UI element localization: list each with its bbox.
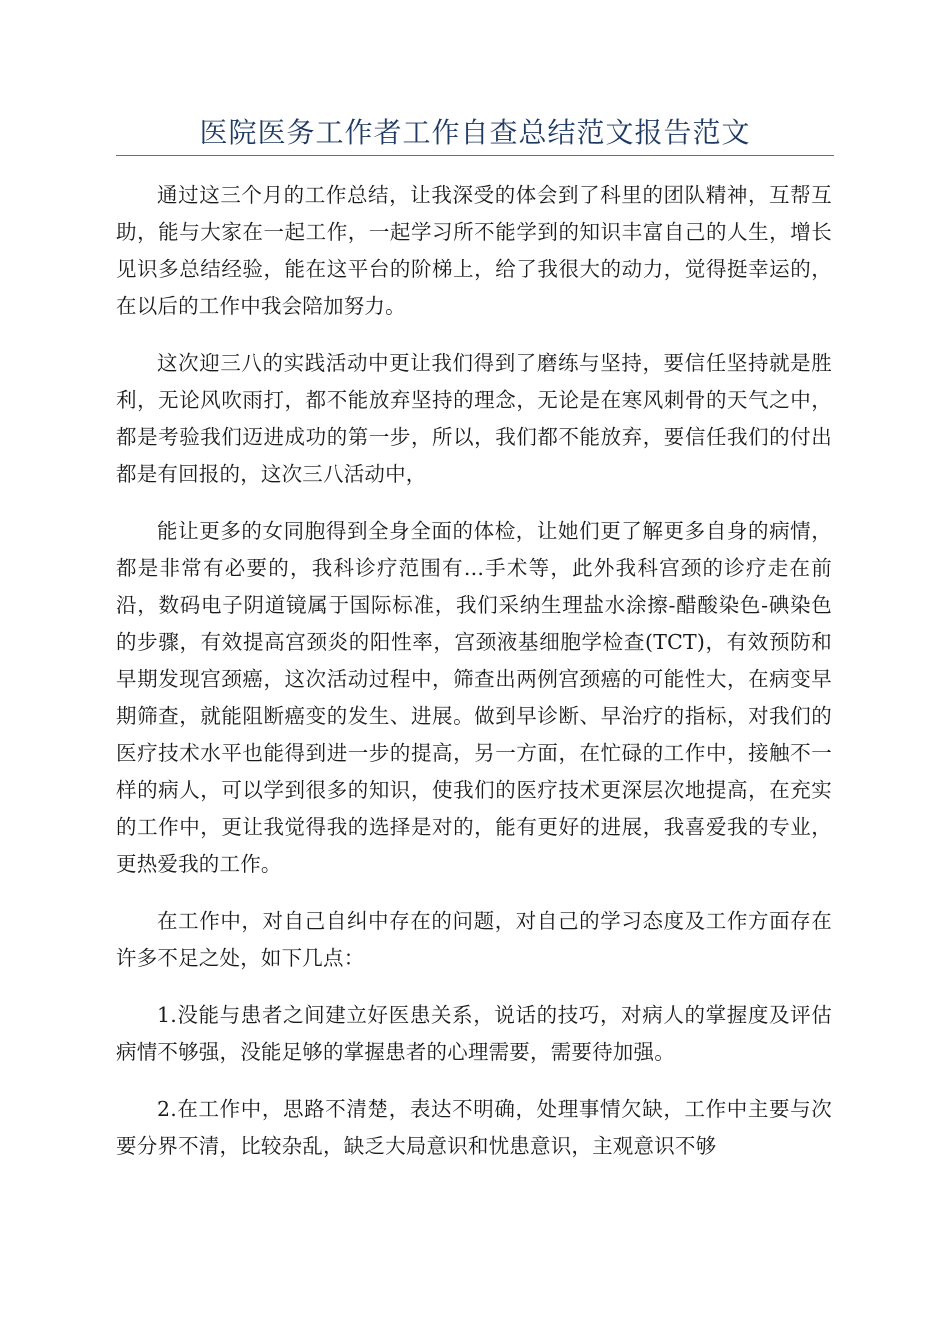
paragraph-issue-1: 1.没能与患者之间建立好医患关系，说话的技巧，对病人的掌握度及评估病情不够强，没能足够的掌握患者的心理需要，需要待加强。 [116, 1003, 832, 1064]
paragraph-issue-2: 2.在工作中，思路不清楚，表达不明确，处理事情欠缺，工作中主要与次要分界不清，比较杂乱，缺乏大局意识和忧患意识，主观意识不够 [116, 1097, 832, 1158]
paragraph-health-screening: 能让更多的女同胞得到全身全面的体检，让她们更了解更多自身的病情，都是非常有必要的，我科诊疗范围有...手术等，此外我科宫颈的诊疗走在前沿，数码电子阴道镜属于国际标准，我们采纳生理盐水涂擦-醋酸染色-碘染色的步骤，有效提高宫颈炎的阳性率，宫颈液基细胞学检查(TCT)，有效预防和早期发现宫颈癌，这次活动过程中，筛查出两例宫颈癌的可能性大，在病变早期筛查，就能阻断癌变的发生、进展。做到早诊断、早治疗的指标，对我们的医疗技术水平也能得到进一步的提高，另一方面，在忙碌的工作中，接触不一样的病人，可以学到很多的知识，使我们的医疗技术更深层次地提高，在充实的工作中，更让我觉得我的选择是对的，能有更好的进展，我喜爱我的专业，更热爱我的工作。 [116, 519, 832, 876]
title-underline [116, 155, 834, 156]
document-body [116, 177, 832, 1185]
paragraph-team-spirit: 通过这三个月的工作总结，让我深受的体会到了科里的团队精神，互帮互助，能与大家在一起工作，一起学习所不能学到的知识丰富自己的人生，增长见识多总结经验，能在这平台的阶梯上，给了我很大的动力，觉得挺幸运的，在以后的工作中我会陪加努力。 [116, 183, 832, 318]
document-title: 医院医务工作者工作自查总结范文报告范文 [199, 116, 751, 149]
paragraph-womens-day-activity: 这次迎三八的实践活动中更让我们得到了磨练与坚持，要信任坚持就是胜利，无论风吹雨打，都不能放弃坚持的理念，无论是在寒风刺骨的天气之中，都是考验我们迈进成功的第一步，所以，我们都不能放弃，要信任我们的付出都是有回报的，这次三八活动中， [116, 351, 832, 486]
paragraph-self-review-intro: 在工作中，对自己自纠中存在的问题，对自己的学习态度及工作方面存在许多不足之处，如下几点： [116, 909, 832, 970]
